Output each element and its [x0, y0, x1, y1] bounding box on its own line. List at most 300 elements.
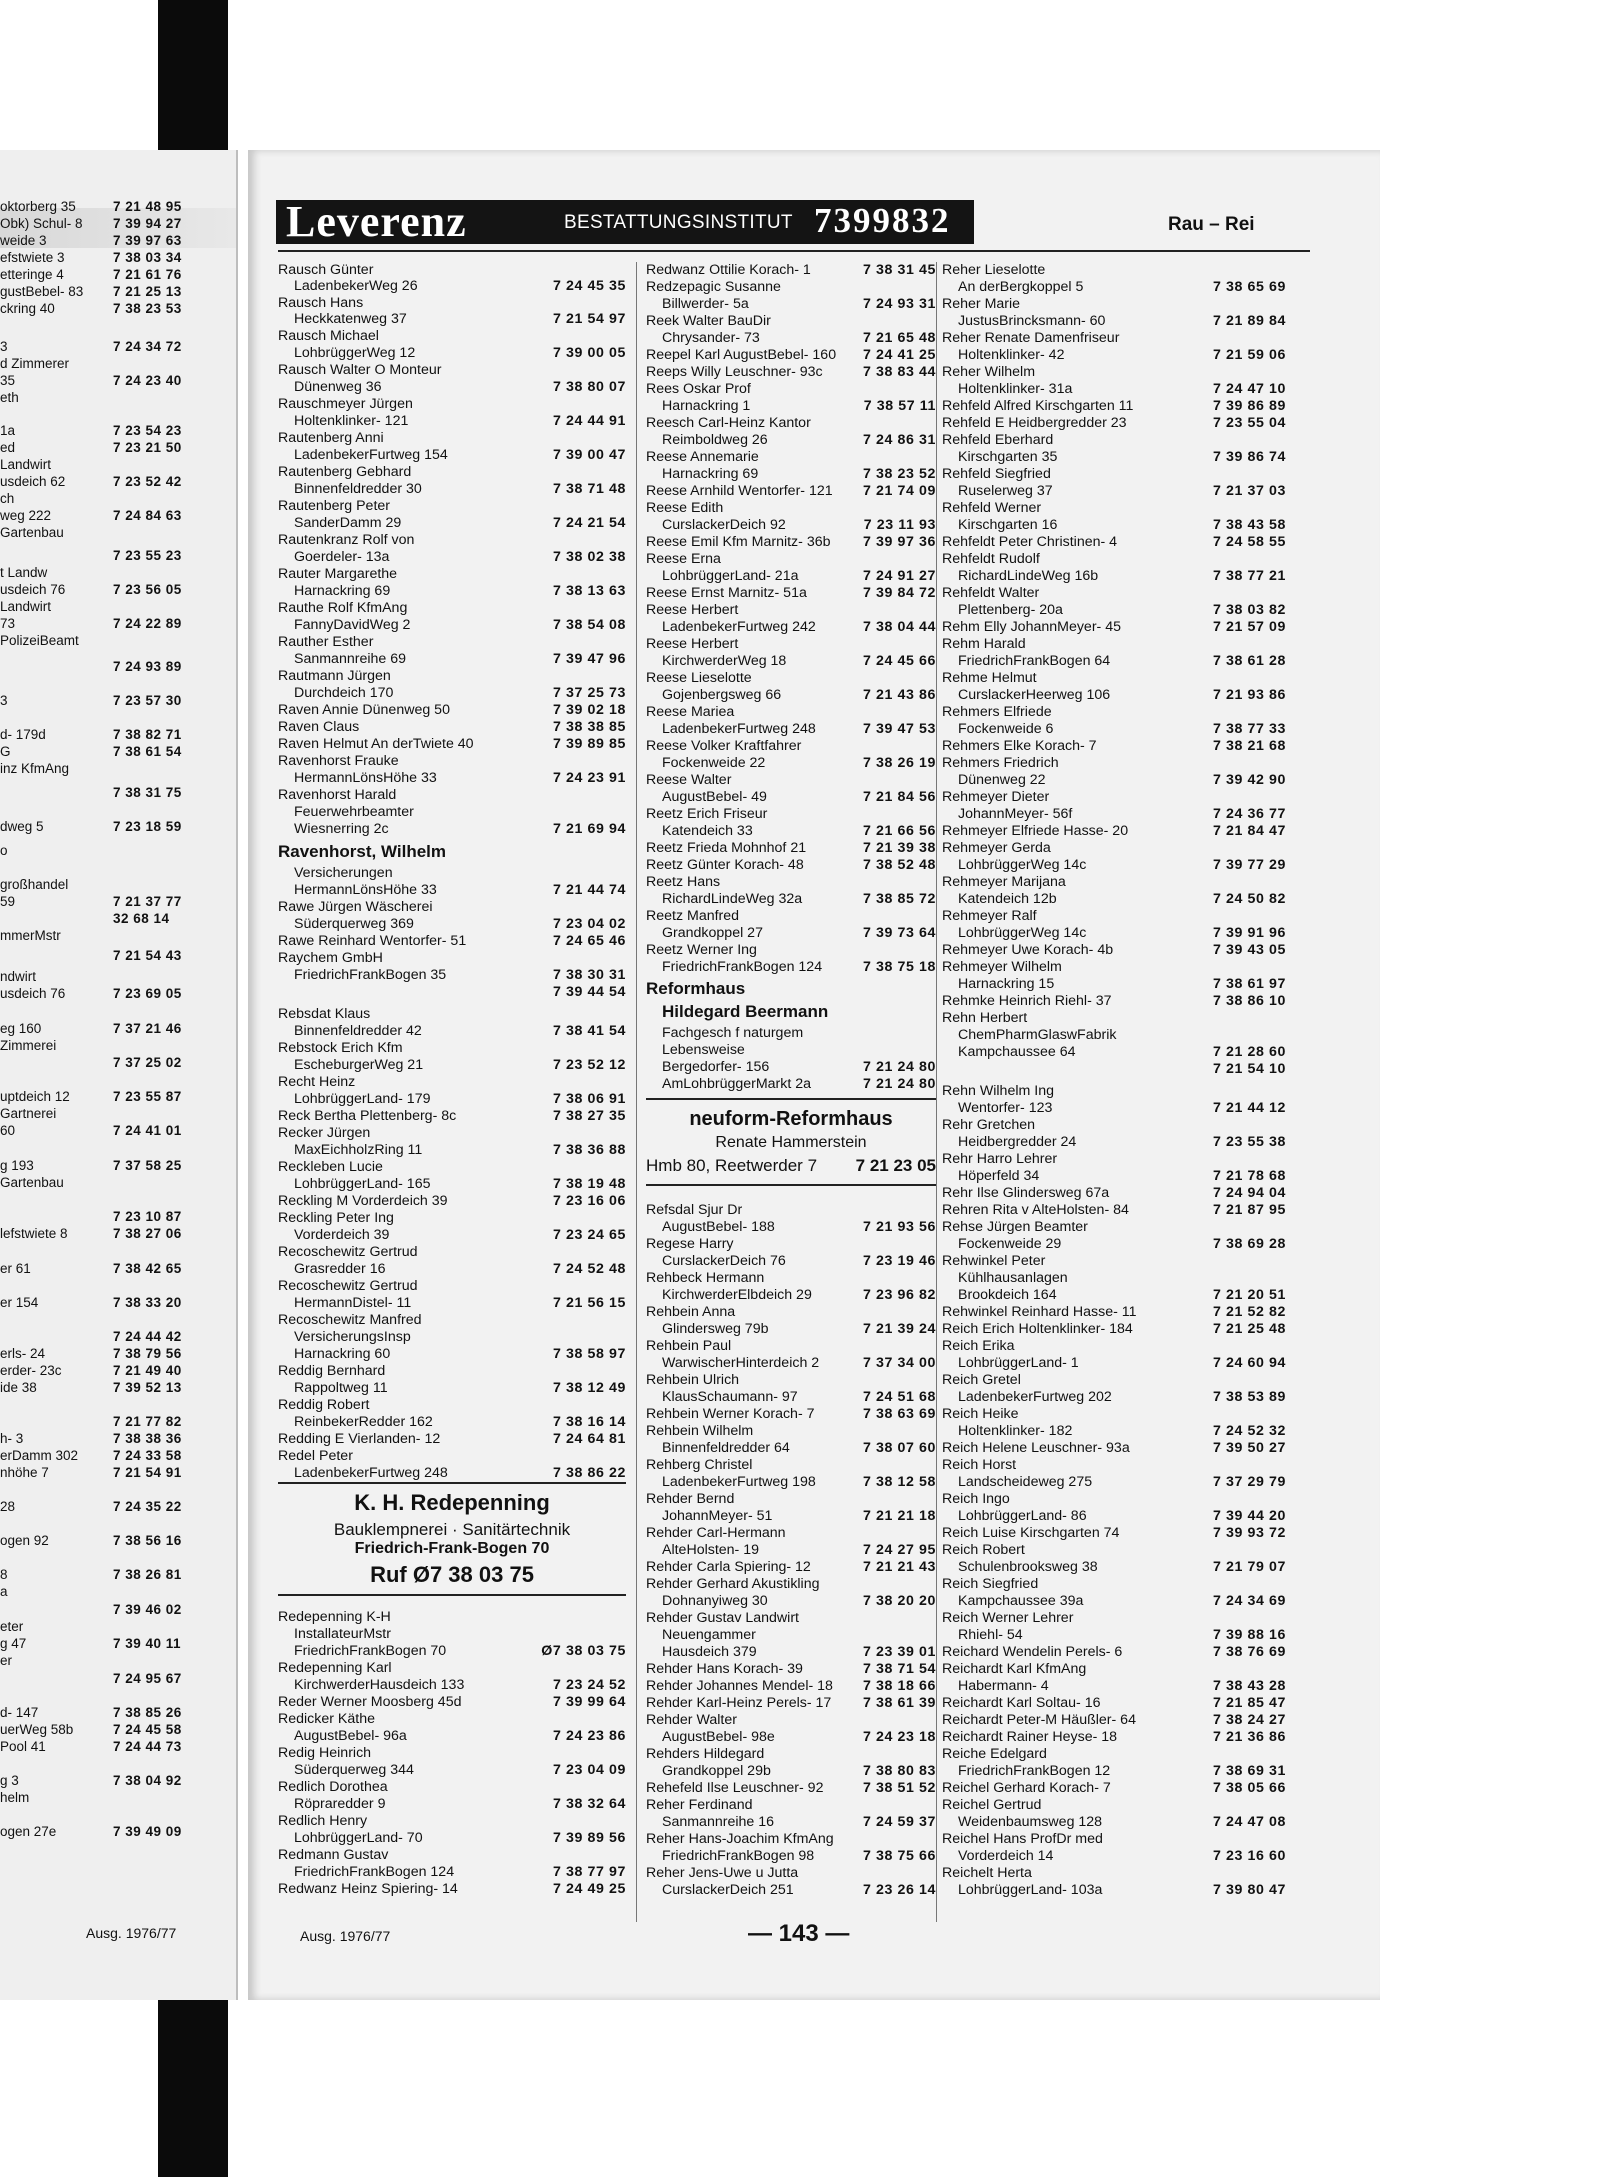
listing-name: FriedrichFrankBogen 64 [958, 653, 1111, 669]
listing-phone: 7 23 96 82 [862, 1287, 936, 1303]
listing-name: Rehfeldt Walter [942, 585, 1040, 601]
listing-name: RichardLindeWeg 32a [662, 891, 803, 907]
left-page-name-fragment: Gartenbau [0, 525, 64, 540]
listing-name: InstallateurMstr [294, 1626, 391, 1642]
listing-name: Rehder Carl-Hermann [646, 1525, 786, 1541]
listing-phone: 7 38 04 44 [862, 619, 936, 635]
listing-phone: 7 38 12 58 [862, 1474, 936, 1490]
left-page-entry [0, 1328, 236, 1345]
left-page-name-fragment: 73 [0, 616, 16, 631]
listing-phone: 7 39 84 72 [862, 585, 936, 601]
listing-name: Rehmeyer Wilhelm [942, 959, 1062, 975]
listing-name: Reich Heike [942, 1406, 1019, 1422]
left-page-name-fragment: nhöhe 7 [0, 1465, 49, 1480]
column-divider-2 [936, 262, 937, 1922]
left-page-fragment [0, 150, 238, 2000]
listing-name: Reformhaus [646, 979, 746, 998]
listing-name: Rehbein Wilhelm [646, 1423, 754, 1439]
listing-phone: 7 24 45 35 [552, 278, 626, 294]
listing-phone: 7 21 44 12 [1212, 1100, 1286, 1116]
listing-phone: 7 38 71 54 [862, 1661, 936, 1677]
left-page-phone: 7 23 57 30 [113, 693, 182, 708]
listing-name: Kirschgarten 35 [958, 449, 1058, 465]
listing-name: Kampchaussee 39a [958, 1593, 1084, 1609]
left-page-entry [0, 1789, 236, 1806]
listing-phone: 7 24 45 66 [862, 653, 936, 669]
listing-name: Rehmeyer Uwe Korach- 4b [942, 942, 1114, 958]
listing-name: Redwanz Heinz Spiering- 14 [278, 1881, 458, 1897]
listing-name: Rehr Gretchen [942, 1117, 1036, 1133]
left-page-name-fragment: eg 160 [0, 1021, 42, 1036]
listing-name: Redwanz Ottilie Korach- 1 [646, 262, 811, 278]
listing-name: Rehr Ilse Glindersweg 67a [942, 1185, 1110, 1201]
listing-name: Rautenberg Peter [278, 498, 390, 514]
listing-phone: 7 24 23 91 [552, 770, 626, 786]
listing-name: LadenbekerFurtweg 242 [662, 619, 816, 635]
ad-reformhaus-owner: Renate Hammerstein [715, 1134, 867, 1151]
listing-phone: 7 39 93 72 [1212, 1525, 1286, 1541]
left-page-name-fragment: Landwirt [0, 599, 52, 614]
left-page-entry [0, 1721, 236, 1738]
listing-phone: 7 38 18 66 [862, 1678, 936, 1694]
listing-phone: 7 24 49 25 [552, 1881, 626, 1897]
left-page-phone: 7 21 61 76 [113, 267, 182, 282]
left-page-phone: 7 23 52 42 [113, 474, 182, 489]
left-page-entry [0, 1498, 236, 1515]
listing-name: LadenbekerFurtweg 248 [662, 721, 816, 737]
left-page-entry [0, 232, 236, 249]
listing-name: Rawe Reinhard Wentorfer- 51 [278, 933, 467, 949]
listing-phone: 7 23 55 04 [1212, 415, 1286, 431]
left-page-entry [0, 1225, 236, 1242]
listing-phone: 7 24 27 95 [862, 1542, 936, 1558]
listing-name: ReinbekerRedder 162 [294, 1414, 433, 1430]
left-page-phone: 7 21 25 13 [113, 284, 182, 299]
ad-reformhaus-title: neuform-Reformhaus [689, 1108, 893, 1130]
listing-name: Regese Harry [646, 1236, 734, 1252]
left-page-name-fragment: uptdeich 12 [0, 1089, 70, 1104]
left-page-entry [0, 910, 236, 927]
listing-name: LohbrüggerLand- 21a [662, 568, 799, 584]
listing-name: Reese Volker Kraftfahrer [646, 738, 802, 754]
listing-phone: 7 21 44 74 [552, 882, 626, 898]
listing-name: Binnenfeldredder 42 [294, 1023, 422, 1039]
left-page-name-fragment: h- 3 [0, 1431, 24, 1446]
listing-phone: 7 39 02 18 [552, 702, 626, 718]
left-page-entry [0, 1566, 236, 1583]
left-page-entry [0, 632, 236, 649]
left-page-entry [0, 1583, 236, 1600]
listing-name: RichardLindeWeg 16b [958, 568, 1099, 584]
listing-phone: 7 24 44 91 [552, 413, 626, 429]
listing-phone: 7 21 93 56 [862, 1219, 936, 1235]
left-page-name-fragment: 60 [0, 1123, 16, 1138]
listing-phone: 7 38 36 88 [552, 1142, 626, 1158]
listing-phone: 7 39 00 05 [552, 345, 626, 361]
listing-phone: 7 39 91 96 [1212, 925, 1286, 941]
listing-phone: 7 38 20 20 [862, 1593, 936, 1609]
listing-name: LadenbekerFurtweg 202 [958, 1389, 1112, 1405]
listing-name: LadenbekerFurtweg 154 [294, 447, 448, 463]
listing-name: Rehm Elly JohannMeyer- 45 [942, 619, 1121, 635]
listing-name: Harnackring 1 [662, 398, 751, 414]
listing-phone: 7 37 29 79 [1212, 1474, 1286, 1490]
left-page-phone: 7 24 41 01 [113, 1123, 182, 1138]
listing-phone: 7 21 79 07 [1212, 1559, 1286, 1575]
listing-name: Süderquerweg 344 [294, 1762, 414, 1778]
listing-phone: 7 21 37 03 [1212, 483, 1286, 499]
listing-name: Rehders Hildegard [646, 1746, 765, 1762]
left-page-entry [0, 1652, 236, 1669]
listing-name: Gojenbergsweg 66 [662, 687, 782, 703]
left-page-name-fragment: g 193 [0, 1158, 34, 1173]
listing-name: LohbrüggerLand- 1 [958, 1355, 1079, 1371]
left-page-entry [0, 726, 236, 743]
listing-name: LadenbekerWeg 26 [294, 278, 418, 294]
listing-phone: 7 37 25 73 [552, 685, 626, 701]
listing-name: KirchwerderElbdeich 29 [662, 1287, 812, 1303]
page-number: — 143 — [748, 1920, 850, 1947]
listing-phone: 7 23 16 60 [1212, 1848, 1286, 1864]
listing-phone: 7 21 54 10 [1212, 1061, 1286, 1077]
listing-phone: 7 23 04 09 [552, 1762, 626, 1778]
listing-name: Reetz Frieda Mohnhof 21 [646, 840, 807, 856]
listing-name: Rehmers Elfriede [942, 704, 1052, 720]
listing-name: AmLohbrüggerMarkt 2a [662, 1076, 812, 1092]
left-page-phone: 7 38 79 56 [113, 1346, 182, 1361]
left-page-phone: 7 38 23 53 [113, 301, 182, 316]
left-page-phone: 7 21 37 77 [113, 894, 182, 909]
left-page-name-fragment: ndwirt [0, 969, 37, 984]
listing-name: FriedrichFrankBogen 124 [662, 959, 823, 975]
listing-name: Rehbein Paul [646, 1338, 732, 1354]
listing-name: Reichel Hans ProfDr med [942, 1831, 1103, 1847]
listing-name: Rehse Jürgen Beamter [942, 1219, 1088, 1235]
listing-phone: 7 38 19 48 [552, 1176, 626, 1192]
listing-name: Rehmeyer Gerda [942, 840, 1051, 856]
listing-name: Rehfeld Siegfried [942, 466, 1051, 482]
listing-name: Grasredder 16 [294, 1261, 386, 1277]
left-page-entry [0, 1823, 236, 1840]
listing-name: Rehder Gustav Landwirt [646, 1610, 799, 1626]
left-page-entry [0, 985, 236, 1002]
left-page-entry [0, 1020, 236, 1037]
left-page-entry [0, 615, 236, 632]
listing-name: An derBergkoppel 5 [958, 279, 1084, 295]
listing-name: Rawe Jürgen Wäscherei [278, 899, 433, 915]
listing-name: Billwerder- 5a [662, 296, 749, 312]
listing-name: Ravenhorst Frauke [278, 753, 399, 769]
listing-name: Reichelt Herta [942, 1865, 1032, 1881]
listing-name: Reher Lieselotte [942, 262, 1046, 278]
ad-redepenning-line2: Friedrich-Frank-Bogen 70 [354, 1540, 550, 1557]
listing-name: Bergedorfer- 156 [662, 1059, 770, 1075]
listing-name: Rehm Harald [942, 636, 1026, 652]
listing-name: Holtenklinker- 31a [958, 381, 1073, 397]
listing-phone: 7 24 41 25 [862, 347, 936, 363]
listing-name: Reich Siegfried [942, 1576, 1039, 1592]
listing-name: Reich Luise Kirschgarten 74 [942, 1525, 1120, 1541]
listing-name: Rehn Herbert [942, 1010, 1028, 1026]
left-page-entry [0, 1105, 236, 1122]
listing-name: Rehmers Friedrich [942, 755, 1059, 771]
listing-phone: 7 38 61 39 [862, 1695, 936, 1711]
listing-name: Lebensweise [662, 1042, 745, 1058]
ad-redepenning [278, 1482, 626, 1604]
listing-phone: 7 21 93 86 [1212, 687, 1286, 703]
listing-name: WarwischerHinterdeich 2 [662, 1355, 820, 1371]
left-page-entry [0, 1088, 236, 1105]
left-page-name-fragment: uerWeg 58b [0, 1722, 74, 1737]
listing-phone: 7 38 75 66 [862, 1848, 936, 1864]
listing-phone: 7 21 87 95 [1212, 1202, 1286, 1218]
listing-phone: 7 39 42 90 [1212, 772, 1286, 788]
left-page-name-fragment: t Landw [0, 565, 48, 580]
listing-name: Fockenweide 22 [662, 755, 766, 771]
listing-name: Rehder Walter [646, 1712, 737, 1728]
top-rule [278, 250, 1310, 252]
left-page-entry [0, 947, 236, 964]
listing-phone: 7 39 44 54 [552, 984, 626, 1000]
listing-phone: 7 21 57 09 [1212, 619, 1286, 635]
listing-name: Reher Hans-Joachim KfmAng [646, 1831, 834, 1847]
listing-name: HermannLönsHöhe 33 [294, 882, 437, 898]
left-page-entry [0, 1037, 236, 1054]
left-page-phone: 7 38 27 06 [113, 1226, 182, 1241]
banner-brand: Leverenz [286, 197, 467, 246]
ad-reformhaus-address: Hmb 80, Reetwerder 7 [646, 1156, 818, 1175]
listing-name: Reder Werner Moosberg 45d [278, 1694, 462, 1710]
left-page-name-fragment: a [0, 1584, 8, 1599]
left-page-entry [0, 1122, 236, 1139]
listing-name: Neuengammer [662, 1627, 756, 1643]
listing-name: Habermann- 4 [958, 1678, 1049, 1694]
listing-name: Reese Walter [646, 772, 732, 788]
listing-name: Rappoltweg 11 [294, 1380, 388, 1396]
column-divider-1 [636, 262, 637, 1922]
left-page-phone: 7 38 56 16 [113, 1533, 182, 1548]
listing-name: Wentorfer- 123 [958, 1100, 1053, 1116]
listing-phone: 7 38 06 91 [552, 1091, 626, 1107]
listing-name: EscheburgerWeg 21 [294, 1057, 424, 1073]
listing-phone: 7 38 16 14 [552, 1414, 626, 1430]
listing-name: KirchwerderWeg 18 [662, 653, 787, 669]
listing-phone: 7 38 05 66 [1212, 1780, 1286, 1796]
left-page-entry [0, 490, 236, 507]
ad-redepenning-line1: Bauklempnerei · Sanitärtechnik [333, 1520, 571, 1539]
listing-phone: 7 38 65 69 [1212, 279, 1286, 295]
listing-phone: 7 24 23 18 [862, 1729, 936, 1745]
left-page-name-fragment: Pool 41 [0, 1739, 46, 1754]
listing-name: Reese Edith [646, 500, 724, 516]
listing-phone: 7 38 13 63 [552, 583, 626, 599]
listing-name: JohannMeyer- 56f [958, 806, 1073, 822]
listing-name: Reese Arnhild Wentorfer- 121 [646, 483, 833, 499]
left-page-name-fragment: erder- 23c [0, 1363, 62, 1378]
left-page-name-fragment: Obk) Schul- 8 [0, 216, 83, 231]
listing-phone: 7 21 52 82 [1212, 1304, 1286, 1320]
left-page-phone: 7 38 82 71 [113, 727, 182, 742]
left-page-entry [0, 198, 236, 215]
left-page-entry [0, 283, 236, 300]
listing-name: Versicherungen [294, 865, 393, 881]
left-page-name-fragment: er [0, 1653, 13, 1668]
listing-name: Rausch Hans [278, 295, 364, 311]
listing-name: Dohnanyiweg 30 [662, 1593, 768, 1609]
left-page-name-fragment: ogen 27e [0, 1824, 57, 1839]
listing-phone: 7 24 93 31 [862, 296, 936, 312]
listing-phone: 7 38 23 52 [862, 466, 936, 482]
listing-phone: 7 23 16 06 [552, 1193, 626, 1209]
left-page-phone: 7 38 31 75 [113, 785, 182, 800]
listing-name: Reichardt Peter-M Häußler- 64 [942, 1712, 1136, 1728]
listing-phone: 7 21 24 80 [862, 1076, 936, 1092]
left-page-entry [0, 1345, 236, 1362]
listing-name: Rehmke Heinrich Riehl- 37 [942, 993, 1112, 1009]
left-page-entry [0, 876, 236, 893]
listing-name: Reher Ferdinand [646, 1797, 753, 1813]
listing-name: Rehn Wilhelm Ing [942, 1083, 1054, 1099]
left-page-entry [0, 760, 236, 777]
banner-subtitle: BESTATTUNGSINSTITUT [564, 212, 793, 233]
left-page-name-fragment: 35 [0, 373, 16, 388]
listing-name: Rautmann Jürgen [278, 668, 391, 684]
listing-name: Sanmannreihe 16 [662, 1814, 775, 1830]
listing-name: LohbrüggerLand- 165 [294, 1176, 431, 1192]
listing-name: Goerdeler- 13a [294, 549, 390, 565]
listing-name: HermannDistel- 11 [294, 1295, 412, 1311]
left-page-name-fragment: erDamm 302 [0, 1448, 79, 1463]
left-page-phone: 7 38 85 26 [113, 1705, 182, 1720]
left-page-name-fragment: etteringe 4 [0, 267, 64, 282]
left-page-phone: 7 23 21 50 [113, 440, 182, 455]
listing-name: Reetz Günter Korach- 48 [646, 857, 804, 873]
listing-name: Raychem GmbH [278, 950, 383, 966]
left-page-name-fragment: ed [0, 440, 16, 455]
left-page-phone: 7 37 58 25 [113, 1158, 182, 1173]
left-page-phone: 7 21 54 91 [113, 1465, 182, 1480]
left-page-entry [0, 1413, 236, 1430]
left-page-name-fragment: PolizeiBeamt [0, 633, 79, 648]
left-page-name-fragment: er 154 [0, 1295, 39, 1310]
ad-reformhaus-phone: 7 21 23 05 [855, 1156, 936, 1175]
listing-phone: 7 38 02 38 [552, 549, 626, 565]
listing-phone: 7 21 84 56 [862, 789, 936, 805]
listing-phone: 7 38 51 52 [862, 1780, 936, 1796]
listing-phone: 7 38 80 83 [862, 1763, 936, 1779]
listing-name: Reich Ingo [942, 1491, 1010, 1507]
listing-phone: 7 39 99 64 [552, 1694, 626, 1710]
listing-name: HermannLönsHöhe 33 [294, 770, 437, 786]
left-page-entry [0, 1362, 236, 1379]
listing-name: Rehr Harro Lehrer [942, 1151, 1058, 1167]
listing-phone: 7 38 63 69 [862, 1406, 936, 1422]
listing-phone: 7 24 23 86 [552, 1728, 626, 1744]
left-page-name-fragment: erls- 24 [0, 1346, 46, 1361]
listing-name: FriedrichFrankBogen 124 [294, 1864, 455, 1880]
listing-name: Reich Werner Lehrer [942, 1610, 1074, 1626]
left-page-entry [0, 1174, 236, 1191]
listing-name: JohannMeyer- 51 [662, 1508, 773, 1524]
listing-name: Recoschewitz Gertrud [278, 1244, 418, 1260]
left-page-phone: 7 39 40 11 [113, 1636, 182, 1651]
listing-phone: 7 23 04 02 [552, 916, 626, 932]
listing-name: Brookdeich 164 [958, 1287, 1057, 1303]
left-page-phone: 7 39 94 27 [113, 216, 182, 231]
listing-name: VersicherungsInsp [294, 1329, 411, 1345]
listing-phone: 7 24 47 10 [1212, 381, 1286, 397]
left-page-phone: 7 23 54 23 [113, 423, 182, 438]
listing-name: Rehder Johannes Mendel- 18 [646, 1678, 833, 1694]
left-page-name-fragment: d- 147 [0, 1705, 39, 1720]
left-page-name-fragment: 28 [0, 1499, 16, 1514]
listing-name: Rehbein Anna [646, 1304, 736, 1320]
left-page-phone: 7 39 52 13 [113, 1380, 182, 1395]
listing-phone: 7 24 59 37 [862, 1814, 936, 1830]
left-page-entry [0, 1704, 236, 1721]
listing-phone: 7 39 00 47 [552, 447, 626, 463]
listing-name: Reepel Karl AugustBebel- 160 [646, 347, 837, 363]
listing-phone: 7 24 52 48 [552, 1261, 626, 1277]
left-page-entry [0, 1054, 236, 1071]
listing-name: Rhiehl- 54 [958, 1627, 1023, 1643]
left-page-phone: 7 24 84 63 [113, 508, 182, 523]
left-page-phone: 7 38 38 36 [113, 1431, 182, 1446]
left-page-entry [0, 842, 236, 859]
listing-phone: 7 21 65 48 [862, 330, 936, 346]
listing-name: Reese Emil Kfm Marnitz- 36b [646, 534, 831, 550]
left-page-entry [0, 338, 236, 355]
left-page-entry [0, 439, 236, 456]
listing-phone: 7 39 50 27 [1212, 1440, 1286, 1456]
left-page-name-fragment: Landwirt [0, 457, 52, 472]
listing-name: Landscheideweg 275 [958, 1474, 1093, 1490]
listing-name: KirchwerderHausdeich 133 [294, 1677, 465, 1693]
listing-phone: 7 21 43 86 [862, 687, 936, 703]
listing-name: Reich Erika [942, 1338, 1015, 1354]
left-page-phone: 7 24 22 89 [113, 616, 182, 631]
left-page-phone: 7 21 48 95 [113, 199, 182, 214]
left-page-entry [0, 1772, 236, 1789]
listing-phone: 7 38 32 64 [552, 1796, 626, 1812]
listing-name: AugustBebel- 49 [662, 789, 767, 805]
left-page-entry [0, 743, 236, 760]
listing-name: JustusBrincksmann- 60 [958, 313, 1106, 329]
listing-name: Kampchaussee 64 [958, 1044, 1076, 1060]
listing-phone: 7 21 59 06 [1212, 347, 1286, 363]
listing-name: Grandkoppel 29b [662, 1763, 771, 1779]
left-page-entry [0, 581, 236, 598]
listing-name: Refsdal Sjur Dr [646, 1202, 743, 1218]
listing-name: Rehder Bernd [646, 1491, 735, 1507]
listing-phone: 7 24 94 04 [1212, 1185, 1286, 1201]
listing-name: CurslackerDeich 92 [662, 517, 786, 533]
listing-name: Rauthe Rolf KfmAng [278, 600, 408, 616]
listing-phone: 7 38 75 18 [862, 959, 936, 975]
listing-name: Reher Jens-Uwe u Jutta [646, 1865, 799, 1881]
ad-reformhaus [646, 1098, 936, 1196]
listing-name: Katendeich 12b [958, 891, 1057, 907]
left-page-entry [0, 266, 236, 283]
left-page-entry [0, 507, 236, 524]
left-page-name-fragment: 59 [0, 894, 16, 909]
listing-name: Reich Gretel [942, 1372, 1021, 1388]
left-page-phone: 7 38 03 34 [113, 250, 182, 265]
listing-name: Ravenhorst Harald [278, 787, 397, 803]
listing-phone: 7 24 51 68 [862, 1389, 936, 1405]
listing-phone: 7 21 20 51 [1212, 1287, 1286, 1303]
left-page-phone: 7 24 45 58 [113, 1722, 182, 1737]
